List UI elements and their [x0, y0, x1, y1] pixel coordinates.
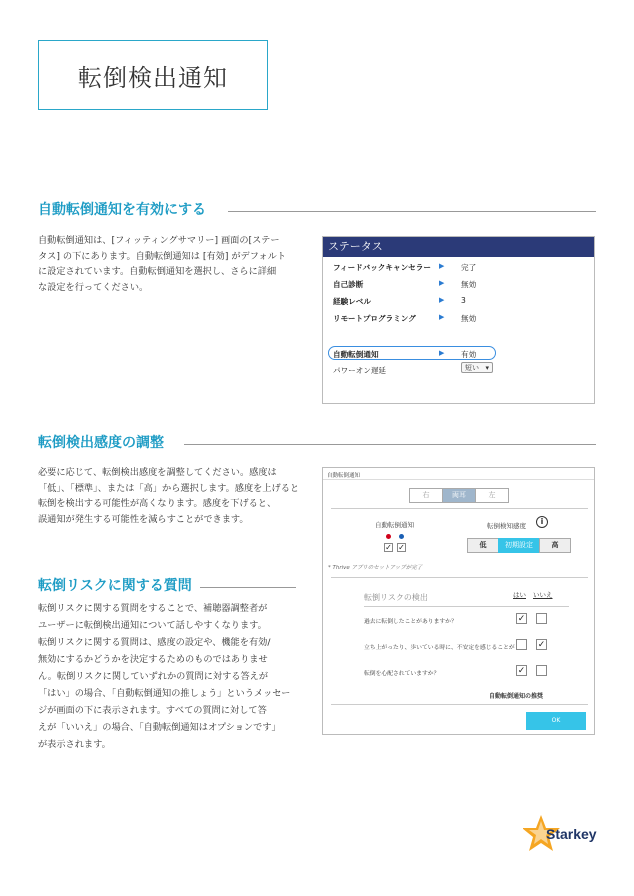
status-row-value: 無効 — [461, 314, 477, 323]
status-row-value: 無効 — [461, 280, 477, 289]
section-rule — [184, 444, 596, 445]
arrow-right-icon: ▶ — [439, 296, 445, 304]
tab-right-ear[interactable]: 右 — [409, 488, 443, 503]
question-no-checkbox[interactable]: ✓ — [537, 640, 546, 650]
status-row-label: 経験レベル — [333, 297, 371, 306]
text-line: に設定されています。自動転倒通知を選択し、さらに詳細 — [38, 266, 277, 277]
text-line: ジが画面の下に表示されます。すべての質問に対して答 — [38, 705, 267, 716]
panel-title: 自動転倒通知 — [327, 473, 361, 479]
left-ear-checkbox[interactable]: ✓ — [398, 543, 405, 552]
status-row-label: パワーオン遅延 — [333, 366, 387, 375]
thrive-note: * Thrive アプリのセットアップが完了 — [328, 565, 423, 571]
arrow-right-icon: ▶ — [439, 349, 445, 357]
recommendation-text: 自動転倒通知の推奨 — [489, 693, 544, 700]
text-line: ん。転倒リスクに関していずれかの質問に対する答えが — [38, 671, 269, 682]
section-heading-enable: 自動転倒通知を有効にする — [38, 202, 206, 218]
section3-paragraph — [38, 600, 290, 753]
arrow-right-icon: ▶ — [439, 279, 445, 287]
text-line: 転倒リスクに関する質問は、感度の設定や、機能を有効/ — [38, 637, 271, 648]
status-panel-header: ステータス — [323, 237, 594, 257]
arrow-right-icon: ▶ — [439, 313, 445, 321]
info-glyph: i — [540, 517, 544, 526]
text-line: 必要に応じて、転倒検出感度を調整してください。感度は — [38, 467, 277, 478]
arrow-right-icon: ▶ — [439, 262, 445, 270]
starkey-logo — [523, 812, 603, 858]
text-line: な設定を行ってください。 — [38, 281, 149, 293]
power-on-delay-select[interactable] — [461, 362, 493, 373]
right-ear-dot-icon — [386, 534, 391, 539]
text-line: 誤通知が発生する可能性を減らすことができます。 — [38, 513, 249, 525]
tab-both-ears[interactable]: 両耳 — [442, 488, 476, 503]
fall-alert-panel — [322, 467, 595, 735]
status-row-value: 有効 — [461, 350, 477, 359]
section-rule — [200, 587, 296, 588]
auto-fall-label: 自動転倒通知 — [375, 521, 414, 529]
text-line: えが「いいえ」の場合、「自動転倒通知はオプションです」 — [38, 722, 281, 733]
question-yes-checkbox[interactable]: ✓ — [517, 666, 526, 676]
sensitivity-default-button[interactable]: 初期設定 — [498, 538, 540, 553]
ok-button[interactable]: OK — [526, 712, 586, 730]
status-row-label: 自己診断 — [333, 280, 364, 289]
text-line: タス] の下にあります。自動転倒通知は [有効] がデフォルト — [38, 250, 287, 262]
status-row-label: 自動転倒通知 — [333, 350, 379, 359]
tab-left-ear[interactable]: 左 — [475, 488, 509, 503]
text-line: が表示されます。 — [38, 739, 111, 750]
text-line: 「はい」の場合、「自動転倒通知の推しょう」というメッセー — [38, 688, 291, 699]
section-heading-risk-questions: 転倒リスクに関する質問 — [38, 578, 192, 594]
status-row — [323, 362, 594, 378]
text-line: ユーザーに転倒検出通知について話しやすくなります。 — [38, 620, 267, 631]
text-line: 自動転倒通知は、[フィッティングサマリー] 画面の[ステー — [38, 235, 280, 246]
section2-paragraph — [38, 465, 299, 527]
question-text: 立ち上がったり、歩いている時に、不安定を感じることが — [364, 645, 515, 651]
divider — [331, 704, 588, 705]
info-icon[interactable] — [536, 516, 548, 528]
status-row[interactable] — [323, 259, 594, 275]
divider — [331, 508, 588, 509]
text-line: 「低」、「標準」、または「高」から選択します。感度を上げると — [38, 482, 300, 494]
chevron-down-icon: ▾ — [485, 364, 489, 372]
select-value: 短い — [465, 364, 479, 372]
divider — [323, 479, 594, 480]
status-panel — [322, 236, 595, 404]
question-yes-checkbox[interactable] — [516, 639, 527, 650]
section-heading-sensitivity: 転倒検出感度の調整 — [38, 435, 164, 451]
status-row-label: リモートプログラミング — [333, 314, 416, 323]
question-text: 過去に転倒したことがありますか？ — [364, 619, 457, 625]
sensitivity-low-button[interactable]: 低 — [467, 538, 499, 553]
status-row-auto-fall[interactable] — [323, 346, 594, 362]
question-no-checkbox[interactable] — [536, 613, 547, 624]
text-line: 無効にするかどうかを決定するためのものではありませ — [38, 654, 268, 665]
no-column-label: いいえ — [533, 591, 553, 599]
left-ear-dot-icon — [399, 534, 404, 539]
sensitivity-label: 転倒検知感度 — [487, 522, 526, 530]
status-row-label: フィードバックキャンセラー — [333, 263, 431, 272]
section-rule — [228, 211, 596, 212]
risk-section-title: 転倒リスクの検出 — [364, 593, 428, 602]
divider — [331, 577, 588, 578]
status-row-value: 完了 — [461, 263, 477, 272]
sensitivity-high-button[interactable]: 高 — [539, 538, 571, 553]
status-row-value: 3 — [461, 296, 466, 305]
question-text: 転倒を心配されていますか？ — [364, 671, 440, 677]
yes-column-label: はい — [513, 591, 526, 599]
status-row[interactable] — [323, 310, 594, 326]
status-row[interactable] — [323, 276, 594, 292]
brand-name: Starkey — [546, 826, 597, 842]
text-line: 転倒を検出する可能性が高くなります。感度を下げると、 — [38, 498, 277, 509]
question-yes-checkbox[interactable]: ✓ — [517, 614, 526, 624]
text-line: 転倒リスクに関する質問をすることで、補聴器調整者が — [38, 603, 268, 614]
question-no-checkbox[interactable] — [536, 665, 547, 676]
status-row[interactable] — [323, 293, 594, 309]
right-ear-checkbox[interactable]: ✓ — [385, 543, 392, 552]
page-title: 転倒検出通知 — [38, 40, 268, 110]
divider — [364, 606, 569, 607]
section1-paragraph — [38, 233, 286, 295]
